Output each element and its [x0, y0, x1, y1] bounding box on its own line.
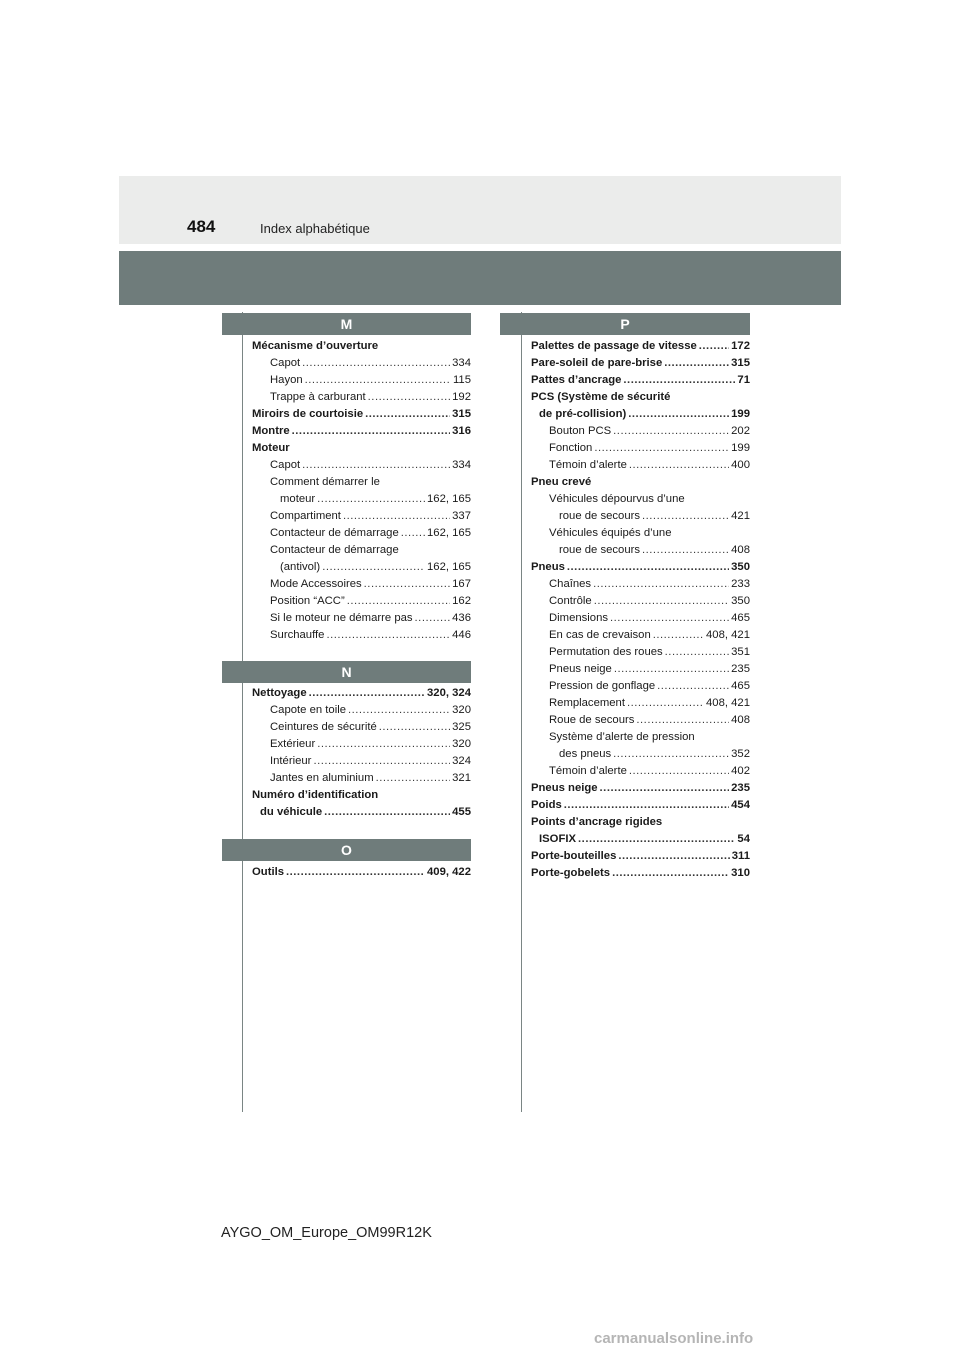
dot-leader	[313, 753, 450, 770]
index-entry-label: Position “ACC”	[270, 595, 345, 607]
index-entry-page: 192	[452, 391, 471, 403]
index-entry	[252, 491, 471, 508]
dot-leader	[309, 685, 425, 702]
index-entry-page: 334	[452, 459, 471, 471]
index-entry-label: Montre	[252, 425, 290, 437]
index-entry-label: Pression de gonflage	[549, 680, 656, 692]
index-entry-label: Compartiment	[270, 510, 341, 522]
index-entry-page: 436	[452, 612, 471, 624]
index-entry-page: 316	[452, 425, 471, 437]
index-list-n	[252, 685, 471, 821]
index-entry	[531, 848, 750, 865]
index-entry-label: Véhicules dépourvus d’une	[549, 493, 685, 505]
dot-leader	[376, 770, 451, 787]
index-entry-label: Poids	[531, 799, 562, 811]
index-entry-page: 162	[452, 595, 471, 607]
index-entry-label: moteur	[280, 493, 316, 505]
index-entry	[531, 389, 750, 406]
index-entry	[252, 389, 471, 406]
index-entry	[531, 831, 750, 848]
dot-leader	[594, 440, 729, 457]
index-entry-label: Pneus	[531, 561, 565, 573]
index-entry-label: Système d’alerte de pression	[549, 731, 695, 743]
dot-leader	[642, 542, 729, 559]
index-entry	[531, 457, 750, 474]
index-entry-label: En cas de crevaison	[549, 629, 651, 641]
index-entry-label: Témoin d’alerte	[549, 765, 627, 777]
index-entry	[252, 525, 471, 542]
index-entry-label: de pré-collision)	[539, 408, 627, 420]
dot-leader	[664, 355, 729, 372]
index-entry-label: Dimensions	[549, 612, 609, 624]
index-entry	[531, 763, 750, 780]
index-entry-page: 465	[731, 680, 750, 692]
index-entry-label: Porte-gobelets	[531, 867, 611, 879]
dot-leader	[379, 719, 450, 736]
index-entry-label: des pneus	[559, 748, 612, 760]
index-entry	[252, 685, 471, 702]
index-entry	[531, 491, 750, 508]
index-entry-page: 334	[452, 357, 471, 369]
letter-header-o: O	[222, 839, 471, 861]
index-entry-page: 235	[731, 663, 750, 675]
dot-leader	[612, 865, 729, 882]
index-entry-label: Témoin d’alerte	[549, 459, 627, 471]
index-entry-label: Pneus neige	[549, 663, 612, 675]
index-entry-label: Nettoyage	[252, 687, 307, 699]
watermark: carmanualsonline.info	[594, 1330, 754, 1347]
index-entry-page: 408, 421	[706, 697, 750, 709]
dot-leader	[317, 736, 450, 753]
index-entry	[531, 355, 750, 372]
index-entry	[531, 542, 750, 559]
index-entry-label: Hayon	[270, 374, 303, 386]
index-entry-label: Pneu crevé	[531, 476, 592, 488]
index-entry	[531, 474, 750, 491]
dot-leader	[593, 576, 729, 593]
document-code: AYGO_OM_Europe_OM99R12K	[221, 1225, 432, 1241]
index-entry-page: 320, 324	[427, 687, 471, 699]
index-entry-page: 454	[731, 799, 750, 811]
index-entry	[531, 712, 750, 729]
index-entry	[252, 787, 471, 804]
index-entry-label: Fonction	[549, 442, 593, 454]
index-entry-label: Pare-soleil de pare-brise	[531, 357, 663, 369]
index-entry	[252, 702, 471, 719]
dot-leader	[636, 712, 729, 729]
letter-header-p: P	[500, 313, 750, 335]
header-dark-band	[119, 251, 841, 305]
index-entry	[531, 729, 750, 746]
index-entry	[252, 338, 471, 355]
index-entry	[531, 440, 750, 457]
index-entry-label: (antivol)	[280, 561, 321, 573]
index-entry	[531, 593, 750, 610]
index-entry-page: 446	[452, 629, 471, 641]
dot-leader	[665, 644, 729, 661]
index-entry-label: ISOFIX	[539, 833, 577, 845]
index-entry-page: 311	[731, 850, 750, 862]
dot-leader	[364, 576, 450, 593]
index-entry	[252, 542, 471, 559]
dot-leader	[286, 864, 425, 881]
index-entry	[531, 372, 750, 389]
index-entry	[531, 508, 750, 525]
index-entry	[252, 440, 471, 457]
dot-leader	[347, 593, 450, 610]
index-entry-page: 235	[731, 782, 750, 794]
index-entry-label: du véhicule	[260, 806, 323, 818]
dot-leader	[317, 491, 425, 508]
index-entry	[531, 338, 750, 355]
index-entry	[252, 864, 471, 881]
index-entry-label: PCS (Système de sécurité	[531, 391, 671, 403]
index-entry-page: 71	[737, 374, 750, 386]
index-entry-label: Bouton PCS	[549, 425, 612, 437]
index-entry-page: 352	[731, 748, 750, 760]
index-entry-label: Porte-bouteilles	[531, 850, 617, 862]
index-entry-page: 465	[731, 612, 750, 624]
index-entry-label: Pneus neige	[531, 782, 598, 794]
index-entry-page: 320	[452, 738, 471, 750]
index-entry-label: Trappe à carburant	[270, 391, 366, 403]
index-entry-page: 167	[452, 578, 471, 590]
index-entry-label: Pattes d’ancrage	[531, 374, 622, 386]
index-entry-page: 337	[452, 510, 471, 522]
dot-leader	[324, 804, 450, 821]
index-entry-page: 162, 165	[427, 493, 471, 505]
left-column-rule	[242, 312, 243, 1112]
index-entry-label: Mode Accessoires	[270, 578, 362, 590]
index-entry-page: 115	[452, 374, 471, 386]
index-entry-page: 351	[731, 646, 750, 658]
page-number: 484	[187, 217, 216, 236]
dot-leader	[365, 406, 450, 423]
index-entry	[531, 559, 750, 576]
index-entry-page: 199	[731, 442, 750, 454]
index-entry-page: 350	[731, 595, 750, 607]
index-entry-label: Ceintures de sécurité	[270, 721, 377, 733]
index-entry-page: 310	[731, 867, 750, 879]
index-entry-page: 315	[731, 357, 750, 369]
index-entry	[531, 423, 750, 440]
index-entry-label: Chaînes	[549, 578, 592, 590]
index-entry-page: 409, 422	[427, 866, 471, 878]
index-entry-label: Palettes de passage de vitesse	[531, 340, 697, 352]
index-entry	[252, 372, 471, 389]
index-entry	[252, 593, 471, 610]
index-entry-label: Miroirs de courtoisie	[252, 408, 364, 420]
dot-leader	[322, 559, 425, 576]
index-entry	[531, 780, 750, 797]
dot-leader	[326, 627, 450, 644]
index-entry-page: 320	[452, 704, 471, 716]
dot-leader	[653, 627, 704, 644]
dot-leader	[614, 661, 729, 678]
dot-leader	[627, 695, 704, 712]
index-entry	[252, 474, 471, 491]
index-entry	[252, 355, 471, 372]
index-entry	[531, 610, 750, 627]
index-entry-label: Si le moteur ne démarre pas	[270, 612, 413, 624]
index-entry	[252, 610, 471, 627]
dot-leader	[343, 508, 450, 525]
index-entry-page: 408	[731, 544, 750, 556]
index-entry	[531, 814, 750, 831]
index-entry-label: Capote en toile	[270, 704, 346, 716]
index-entry	[531, 695, 750, 712]
dot-leader	[567, 559, 729, 576]
dot-leader	[628, 406, 729, 423]
dot-leader	[348, 702, 450, 719]
index-entry-page: 402	[731, 765, 750, 777]
index-list-p	[531, 338, 750, 882]
dot-leader	[613, 423, 729, 440]
index-entry	[531, 865, 750, 882]
dot-leader	[642, 508, 729, 525]
letter-header-m: M	[222, 313, 471, 335]
index-entry	[252, 719, 471, 736]
index-entry-label: Surchauffe	[270, 629, 325, 641]
dot-leader	[368, 389, 450, 406]
dot-leader	[302, 457, 450, 474]
index-entry-label: Jantes en aluminium	[270, 772, 374, 784]
dot-leader	[578, 831, 735, 848]
dot-leader	[415, 610, 451, 627]
index-entry-page: 350	[731, 561, 750, 573]
index-entry	[531, 406, 750, 423]
index-entry	[252, 770, 471, 787]
index-entry-page: 54	[737, 833, 750, 845]
index-entry-page: 400	[731, 459, 750, 471]
dot-leader	[623, 372, 735, 389]
index-entry-label: Contacteur de démarrage	[270, 544, 399, 556]
index-entry	[531, 678, 750, 695]
letter-header-n: N	[222, 661, 471, 683]
index-entry-label: Permutation des roues	[549, 646, 663, 658]
index-entry-label: Remplacement	[549, 697, 625, 709]
dot-leader	[600, 780, 730, 797]
index-entry-label: Comment démarrer le	[270, 476, 380, 488]
index-entry	[531, 627, 750, 644]
index-entry	[531, 661, 750, 678]
index-entry	[252, 736, 471, 753]
index-entry-page: 421	[731, 510, 750, 522]
dot-leader	[302, 355, 450, 372]
index-entry	[252, 627, 471, 644]
index-entry-label: Points d’ancrage rigides	[531, 816, 663, 828]
index-entry-page: 199	[731, 408, 750, 420]
index-entry-page: 162, 165	[427, 527, 471, 539]
dot-leader	[610, 610, 729, 627]
index-entry-label: Mécanisme d’ouverture	[252, 340, 379, 352]
index-entry-label: Contrôle	[549, 595, 592, 607]
index-entry-label: Moteur	[252, 442, 290, 454]
dot-leader	[629, 457, 729, 474]
index-entry	[252, 406, 471, 423]
dot-leader	[613, 746, 729, 763]
index-entry-page: 408, 421	[706, 629, 750, 641]
index-entry-page: 455	[452, 806, 471, 818]
index-entry-label: Intérieur	[270, 755, 312, 767]
index-entry	[252, 559, 471, 576]
section-title: Index alphabétique	[260, 221, 370, 236]
index-entry-label: Roue de secours	[549, 714, 635, 726]
index-entry-page: 202	[731, 425, 750, 437]
index-entry-label: Capot	[270, 357, 301, 369]
index-entry	[531, 576, 750, 593]
dot-leader	[564, 797, 729, 814]
index-entry	[252, 457, 471, 474]
index-entry-label: Contacteur de démarrage	[270, 527, 399, 539]
index-entry-label: roue de secours	[559, 510, 641, 522]
index-entry-page: 162, 165	[427, 561, 471, 573]
right-column-rule	[521, 312, 522, 1112]
index-entry-page: 408	[731, 714, 750, 726]
index-entry-label: Capot	[270, 459, 301, 471]
index-entry-page: 321	[452, 772, 471, 784]
dot-leader	[657, 678, 729, 695]
dot-leader	[594, 593, 729, 610]
index-entry	[252, 804, 471, 821]
index-entry	[252, 753, 471, 770]
index-entry-page: 324	[452, 755, 471, 767]
dot-leader	[629, 763, 729, 780]
index-entry-page: 172	[731, 340, 750, 352]
dot-leader	[699, 338, 729, 355]
index-entry-page: 325	[452, 721, 471, 733]
index-entry-page: 315	[452, 408, 471, 420]
index-entry	[531, 525, 750, 542]
index-entry	[531, 746, 750, 763]
index-entry-page: 233	[731, 578, 750, 590]
index-entry	[531, 644, 750, 661]
index-entry-label: roue de secours	[559, 544, 641, 556]
index-entry	[531, 797, 750, 814]
dot-leader	[305, 372, 451, 389]
index-list-m	[252, 338, 471, 644]
index-entry	[252, 508, 471, 525]
dot-leader	[292, 423, 450, 440]
index-entry-label: Numéro d’identification	[252, 789, 379, 801]
dot-leader	[618, 848, 729, 865]
index-entry	[252, 423, 471, 440]
index-entry-label: Outils	[252, 866, 285, 878]
header-band	[119, 176, 841, 244]
index-entry-label: Véhicules équipés d’une	[549, 527, 672, 539]
index-entry	[252, 576, 471, 593]
dot-leader	[401, 525, 425, 542]
index-entry-label: Extérieur	[270, 738, 316, 750]
index-list-o	[252, 864, 471, 881]
